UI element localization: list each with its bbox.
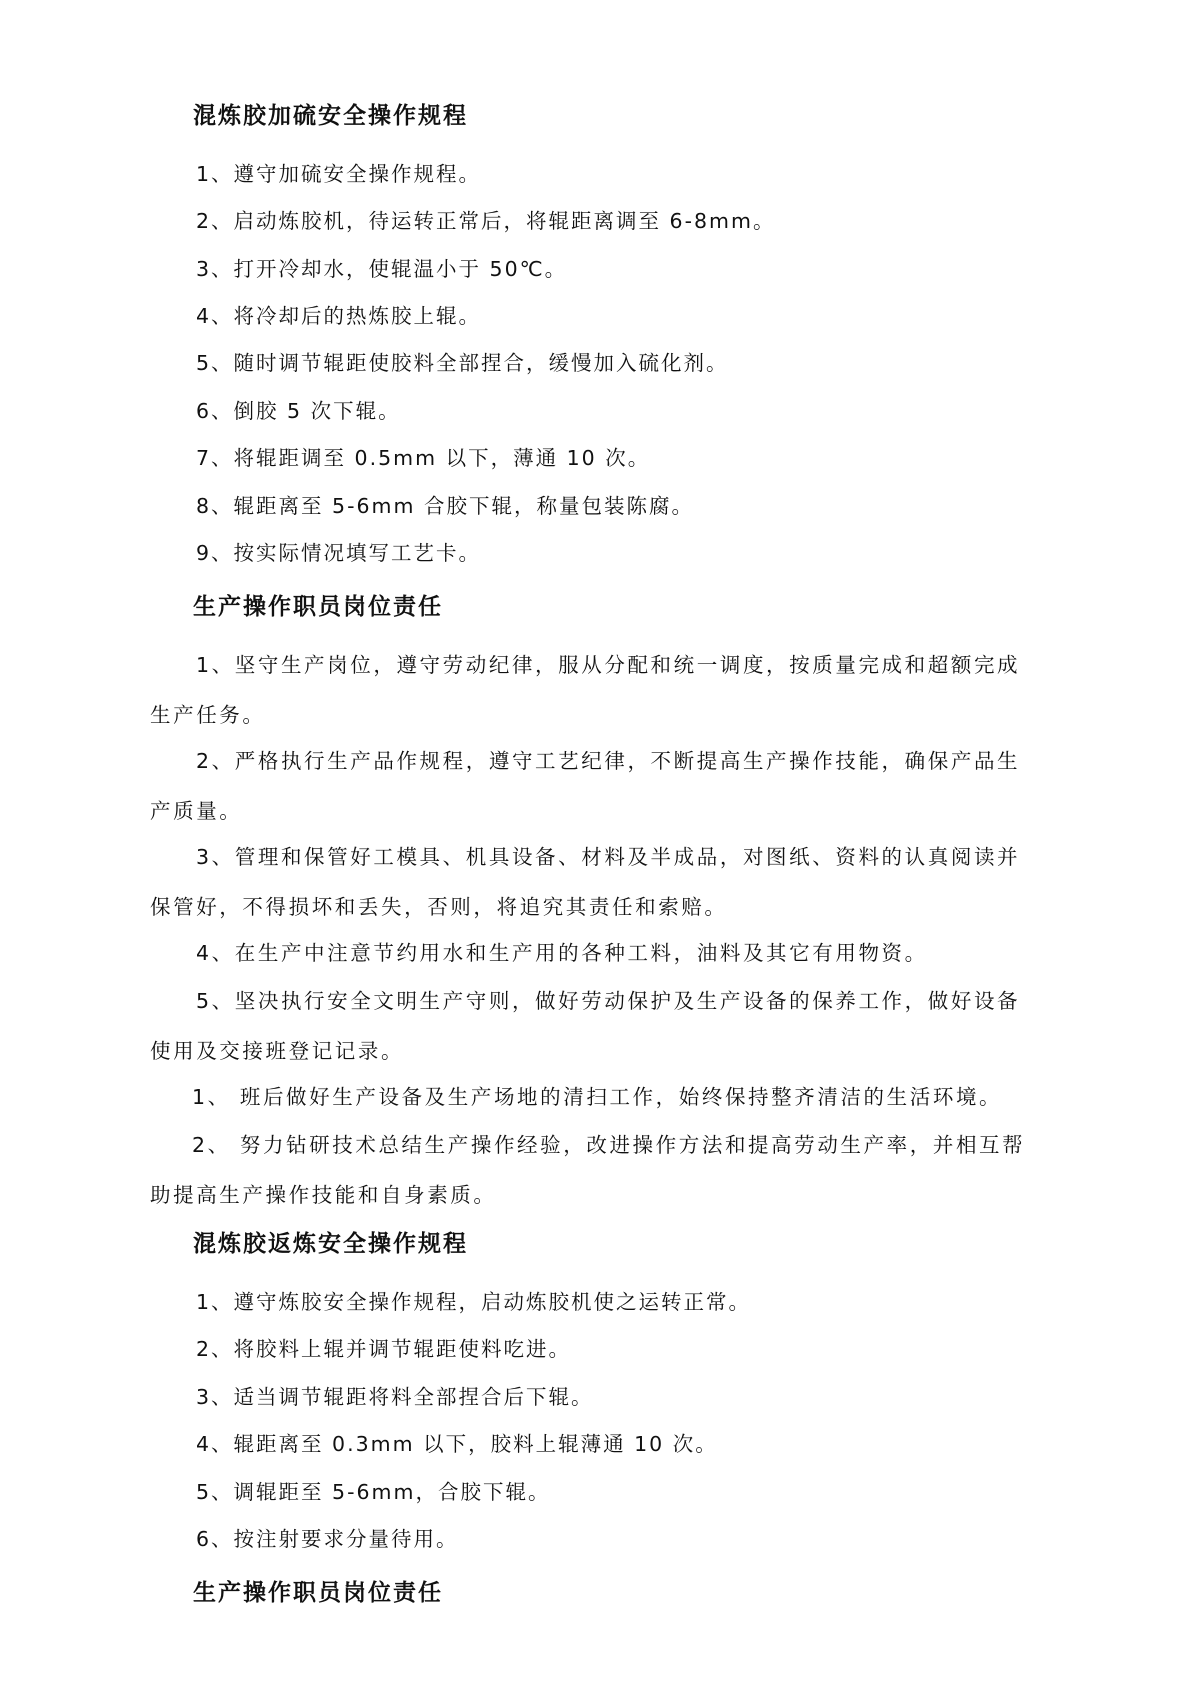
paragraph-line: 产质量。 <box>150 799 243 823</box>
paragraph-line: 4、在生产中注意节约用水和生产用的各种工料，油料及其它有用物资。 <box>196 941 928 965</box>
paragraph <box>150 650 1055 730</box>
list-item: 1、遵守炼胶安全操作规程，启动炼胶机使之运转正常。 <box>196 1290 752 1314</box>
paragraph-line: 助提高生产操作技能和自身素质。 <box>150 1183 497 1207</box>
list-item: 4、辊距离至 0.3mm 以下，胶料上辊薄通 10 次。 <box>196 1432 718 1456</box>
paragraph-line: 生产任务。 <box>150 703 266 727</box>
paragraph-line: 1、坚守生产岗位，遵守劳动纪律，服从分配和统一调度，按质量完成和超额完成 <box>196 653 1021 677</box>
section-heading-vulcanization: 混炼胶加硫安全操作规程 <box>193 102 468 129</box>
list-item: 6、按注射要求分量待用。 <box>196 1527 459 1551</box>
paragraph-line: 使用及交接班登记记录。 <box>150 1039 405 1063</box>
list-item: 3、打开冷却水，使辊温小于 50℃。 <box>196 257 568 281</box>
list-item: 5、随时调节辊距使胶料全部捏合，缓慢加入硫化剂。 <box>196 351 729 375</box>
paragraph <box>150 842 1055 922</box>
list-item: 1、遵守加硫安全操作规程。 <box>196 162 482 186</box>
paragraph <box>150 986 1055 1066</box>
paragraph-line: 保管好，不得损坏和丢失，否则，将追究其责任和索赔。 <box>150 895 728 919</box>
list-item: 5、调辊距至 5-6mm，合胶下辊。 <box>196 1480 551 1504</box>
list-item: 2、将胶料上辊并调节辊距使料吃进。 <box>196 1337 572 1361</box>
list-item: 4、将冷却后的热炼胶上辊。 <box>196 304 482 328</box>
paragraph-line: 5、坚决执行安全文明生产守则，做好劳动保护及生产设备的保养工作，做好设备 <box>196 989 1021 1013</box>
paragraph <box>150 1130 1055 1210</box>
paragraph-line: 3、管理和保管好工模具、机具设备、材料及半成品，对图纸、资料的认真阅读并 <box>196 845 1021 869</box>
list-item: 8、辊距离至 5-6mm 合胶下辊，称量包装陈腐。 <box>196 494 694 518</box>
section-heading-responsibilities: 生产操作职员岗位责任 <box>193 593 443 620</box>
paragraph-line: 2、 努力钻研技术总结生产操作经验，改进操作方法和提高劳动生产率，并相互帮 <box>192 1133 1026 1157</box>
list-item: 6、倒胶 5 次下辊。 <box>196 399 401 423</box>
section-heading-remilling: 混炼胶返炼安全操作规程 <box>193 1230 468 1257</box>
paragraph <box>150 746 1055 826</box>
paragraph-line: 2、严格执行生产品作规程，遵守工艺纪律，不断提高生产操作技能，确保产品生 <box>196 749 1021 773</box>
paragraph-line: 1、 班后做好生产设备及生产场地的清扫工作，始终保持整齐清洁的生活环境。 <box>192 1085 1003 1109</box>
list-item: 3、适当调节辊距将料全部捏合后下辊。 <box>196 1385 594 1409</box>
list-item: 2、启动炼胶机，待运转正常后，将辊距离调至 6-8mm。 <box>196 209 776 233</box>
section-heading-responsibilities-2: 生产操作职员岗位责任 <box>193 1579 443 1606</box>
list-item: 9、按实际情况填写工艺卡。 <box>196 541 482 565</box>
paragraph <box>150 1082 1055 1112</box>
list-item: 7、将辊距调至 0.5mm 以下，薄通 10 次。 <box>196 446 651 470</box>
paragraph <box>150 938 1055 968</box>
